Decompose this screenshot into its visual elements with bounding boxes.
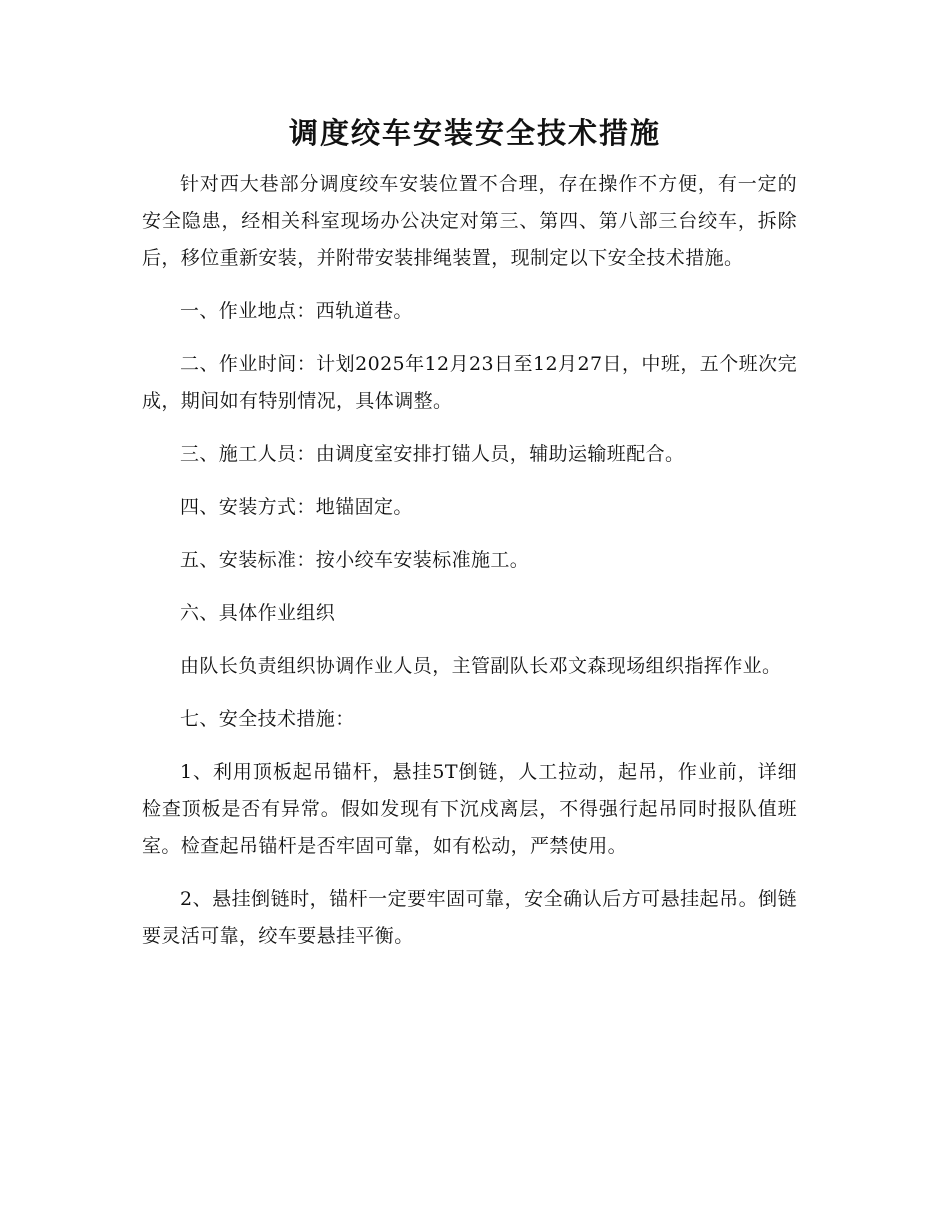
section-organization-heading: 六、具体作业组织 xyxy=(180,602,336,624)
section-organization-text: 由队长负责组织协调作业人员，主管副队长邓文森现场组织指挥作业。 xyxy=(180,655,782,677)
document-body xyxy=(142,166,797,971)
section-safety-heading: 七、安全技术措施： xyxy=(180,708,355,730)
section-personnel: 三、施工人员：由调度室安排打锚人员，辅助运输班配合。 xyxy=(180,443,685,465)
safety-measure-item: 1、利用顶板起吊锚杆，悬挂5T倒链，人工拉动，起吊，作业前，详细检查顶板是否有异常。假如发现有下沉戍离层，不得强行起吊同时报队值班室。检查起吊锚杆是否牢固可靠，如有松动，严禁使用。 xyxy=(142,761,797,857)
section-work-location: 一、作业地点：西轨道巷。 xyxy=(180,300,413,322)
document-title: 调度绞车安装安全技术措施 xyxy=(288,116,661,150)
intro-paragraph: 针对西大巷部分调度绞车安装位置不合理，存在操作不方便，有一定的安全隐患，经相关科室现场办公决定对第三、第四、第八部三台绞车，拆除后，移位重新安装，并附带安装排绳装置，现制定以下安全技术措施。 xyxy=(142,173,797,269)
safety-measure-item: 2、悬挂倒链时，锚杆一定要牢固可靠，安全确认后方可悬挂起吊。倒链要灵活可靠，绞车要悬挂平衡。 xyxy=(142,888,797,947)
section-install-method: 四、安装方式：地锚固定。 xyxy=(180,496,413,518)
section-work-time: 二、作业时间：计划2025年12月23日至12月27日，中班，五个班次完成，期间如有特别情况，具体调整。 xyxy=(142,353,797,412)
section-install-standard: 五、安装标准：按小绞车安装标准施工。 xyxy=(180,549,530,571)
